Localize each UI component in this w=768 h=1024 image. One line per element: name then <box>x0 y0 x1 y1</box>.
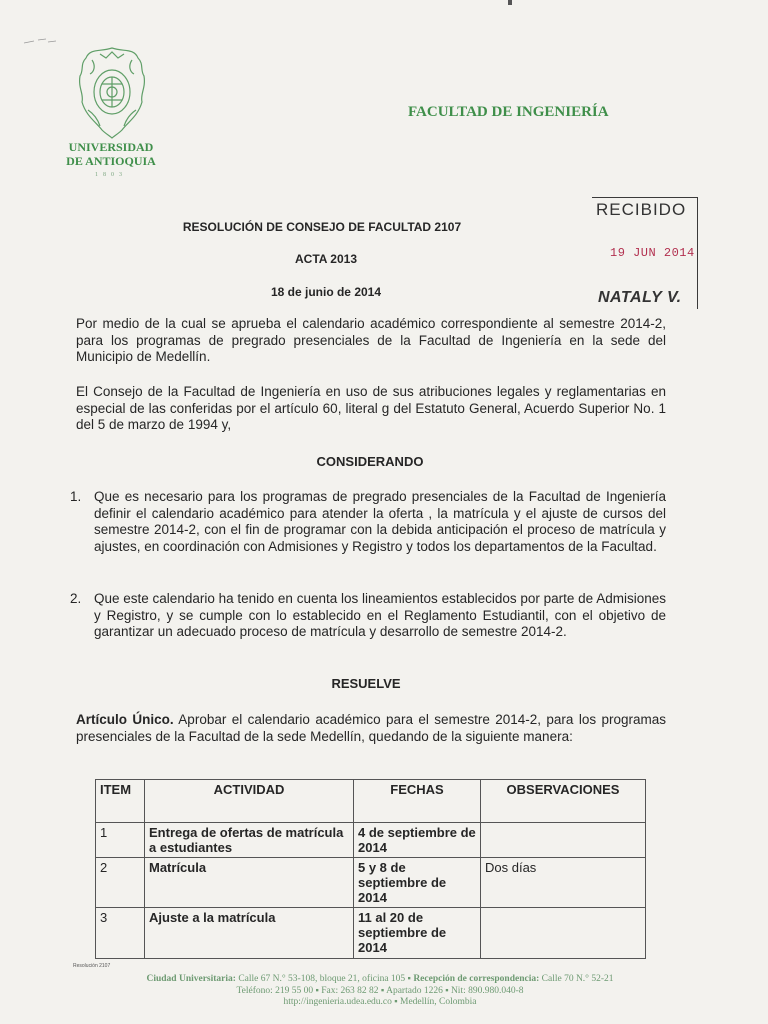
cell-fechas: 4 de septiembre de 2014 <box>354 823 481 858</box>
table-row <box>96 908 646 959</box>
footer-mail-address: Calle 70 N.° 52-21 <box>539 974 614 984</box>
cell-actividad: Entrega de ofertas de matrícula a estudiantes <box>145 823 354 858</box>
resolution-title: RESOLUCIÓN DE CONSEJO DE FACULTAD 2107 <box>182 220 462 234</box>
cell-observaciones <box>481 823 646 858</box>
considerando-heading: CONSIDERANDO <box>316 454 424 469</box>
table-header-row <box>96 780 646 823</box>
acta-number: ACTA 2013 <box>294 252 358 266</box>
footer-label-campus: Ciudad Universitaria: <box>146 974 236 984</box>
list-item-number: 2. <box>70 591 82 606</box>
list-item-text: Que este calendario ha tenido en cuenta los lineamientos establecidos por parte de Admisiones y Registro, y se cumple con lo establecido en el Reglamento Estudiantil, con el objetivo de garantizar un adecuado proceso de matrícula y desarrollo de semestre 2014-2. <box>94 591 666 639</box>
cell-fechas: 11 al 20 de septiembre de 2014 <box>354 908 481 959</box>
articulo-text: Aprobar el calendario académico para el semestre 2014-2, para los programas presenciales de la Facultad de la sede Medellín, quedando de la siguiente manera: <box>76 712 666 744</box>
cell-item: 1 <box>96 823 145 858</box>
table-row <box>96 858 646 908</box>
footer-label-mail: Recepción de correspondencia: <box>413 974 540 984</box>
header-observaciones: OBSERVACIONES <box>481 780 646 823</box>
calendar-table <box>95 779 646 959</box>
list-item-text: Que es necesario para los programas de pregrado presenciales de la Facultad de Ingeniería definir el calendario académico para atender la oferta , la matrícula y el ajuste de cursos del semestre 2014-2, con el fin de programar con la debida anticipación el proceso de matrícula y ajustes, en coordinación con Admisiones y Registro y todos los departamentos de la Facultad. <box>94 489 666 554</box>
university-seal-logo <box>72 44 152 140</box>
list-item-number: 1. <box>70 489 82 504</box>
page-reference: Resolución 2107 <box>73 963 111 969</box>
scan-mark <box>508 0 512 5</box>
stamp-date: 19 JUN 2014 <box>610 246 695 260</box>
stamp-title: RECIBIDO <box>596 200 687 219</box>
university-name <box>56 140 166 182</box>
footer-website: http://ingenieria.udea.edu.co ▪ Medellín, Colombia <box>283 997 477 1007</box>
footer-contact: Teléfono: 219 55 00 ▪ Fax: 263 82 82 ▪ Apartado 1226 ▪ Nit: 890.980.040-8 <box>236 986 524 996</box>
footer-campus-address: Calle 67 N.° 53-108, bloque 21, oficina 105 ▪ <box>235 974 414 984</box>
cell-actividad: Ajuste a la matrícula <box>145 908 354 959</box>
cell-actividad: Matrícula <box>145 858 354 908</box>
cell-observaciones <box>481 908 646 959</box>
resuelve-heading: RESUELVE <box>331 676 401 691</box>
cell-item: 3 <box>96 908 145 959</box>
header-fechas: FECHAS <box>354 780 481 823</box>
intro-paragraph: Por medio de la cual se aprueba el calendario académico correspondiente al semestre 2014-2, para los programas de pregrado presenciales de la Facultad de Ingeniería en la sede del Municipio de Medellín. <box>76 316 666 364</box>
university-name-line1: UNIVERSIDAD <box>68 140 154 154</box>
cell-observaciones: Dos días <box>481 858 646 908</box>
faculty-name: FACULTAD DE INGENIERÍA <box>408 104 609 120</box>
founding-year: 1803 <box>95 172 127 178</box>
articulo-label: Artículo Único. <box>76 712 174 727</box>
stamp-signature: NATALY V. <box>598 289 682 306</box>
header-actividad: ACTIVIDAD <box>145 780 354 823</box>
footer-address <box>0 974 764 985</box>
header-item: ITEM <box>96 780 145 823</box>
table-row <box>96 823 646 858</box>
university-name-line2: DE ANTIOQUIA <box>66 154 156 168</box>
cell-fechas: 5 y 8 de septiembre de 2014 <box>354 858 481 908</box>
preamble-paragraph: El Consejo de la Facultad de Ingeniería en uso de sus atribuciones legales y reglamentarias en especial de las conferidas por el artículo 60, literal g del Estatuto General, Acuerdo Superior No. 1 del 5 de marzo de 1994 y, <box>76 384 666 432</box>
cell-item: 2 <box>96 858 145 908</box>
pen-mark <box>22 36 58 46</box>
document-date: 18 de junio de 2014 <box>270 285 382 299</box>
articulo-paragraph <box>76 712 666 745</box>
